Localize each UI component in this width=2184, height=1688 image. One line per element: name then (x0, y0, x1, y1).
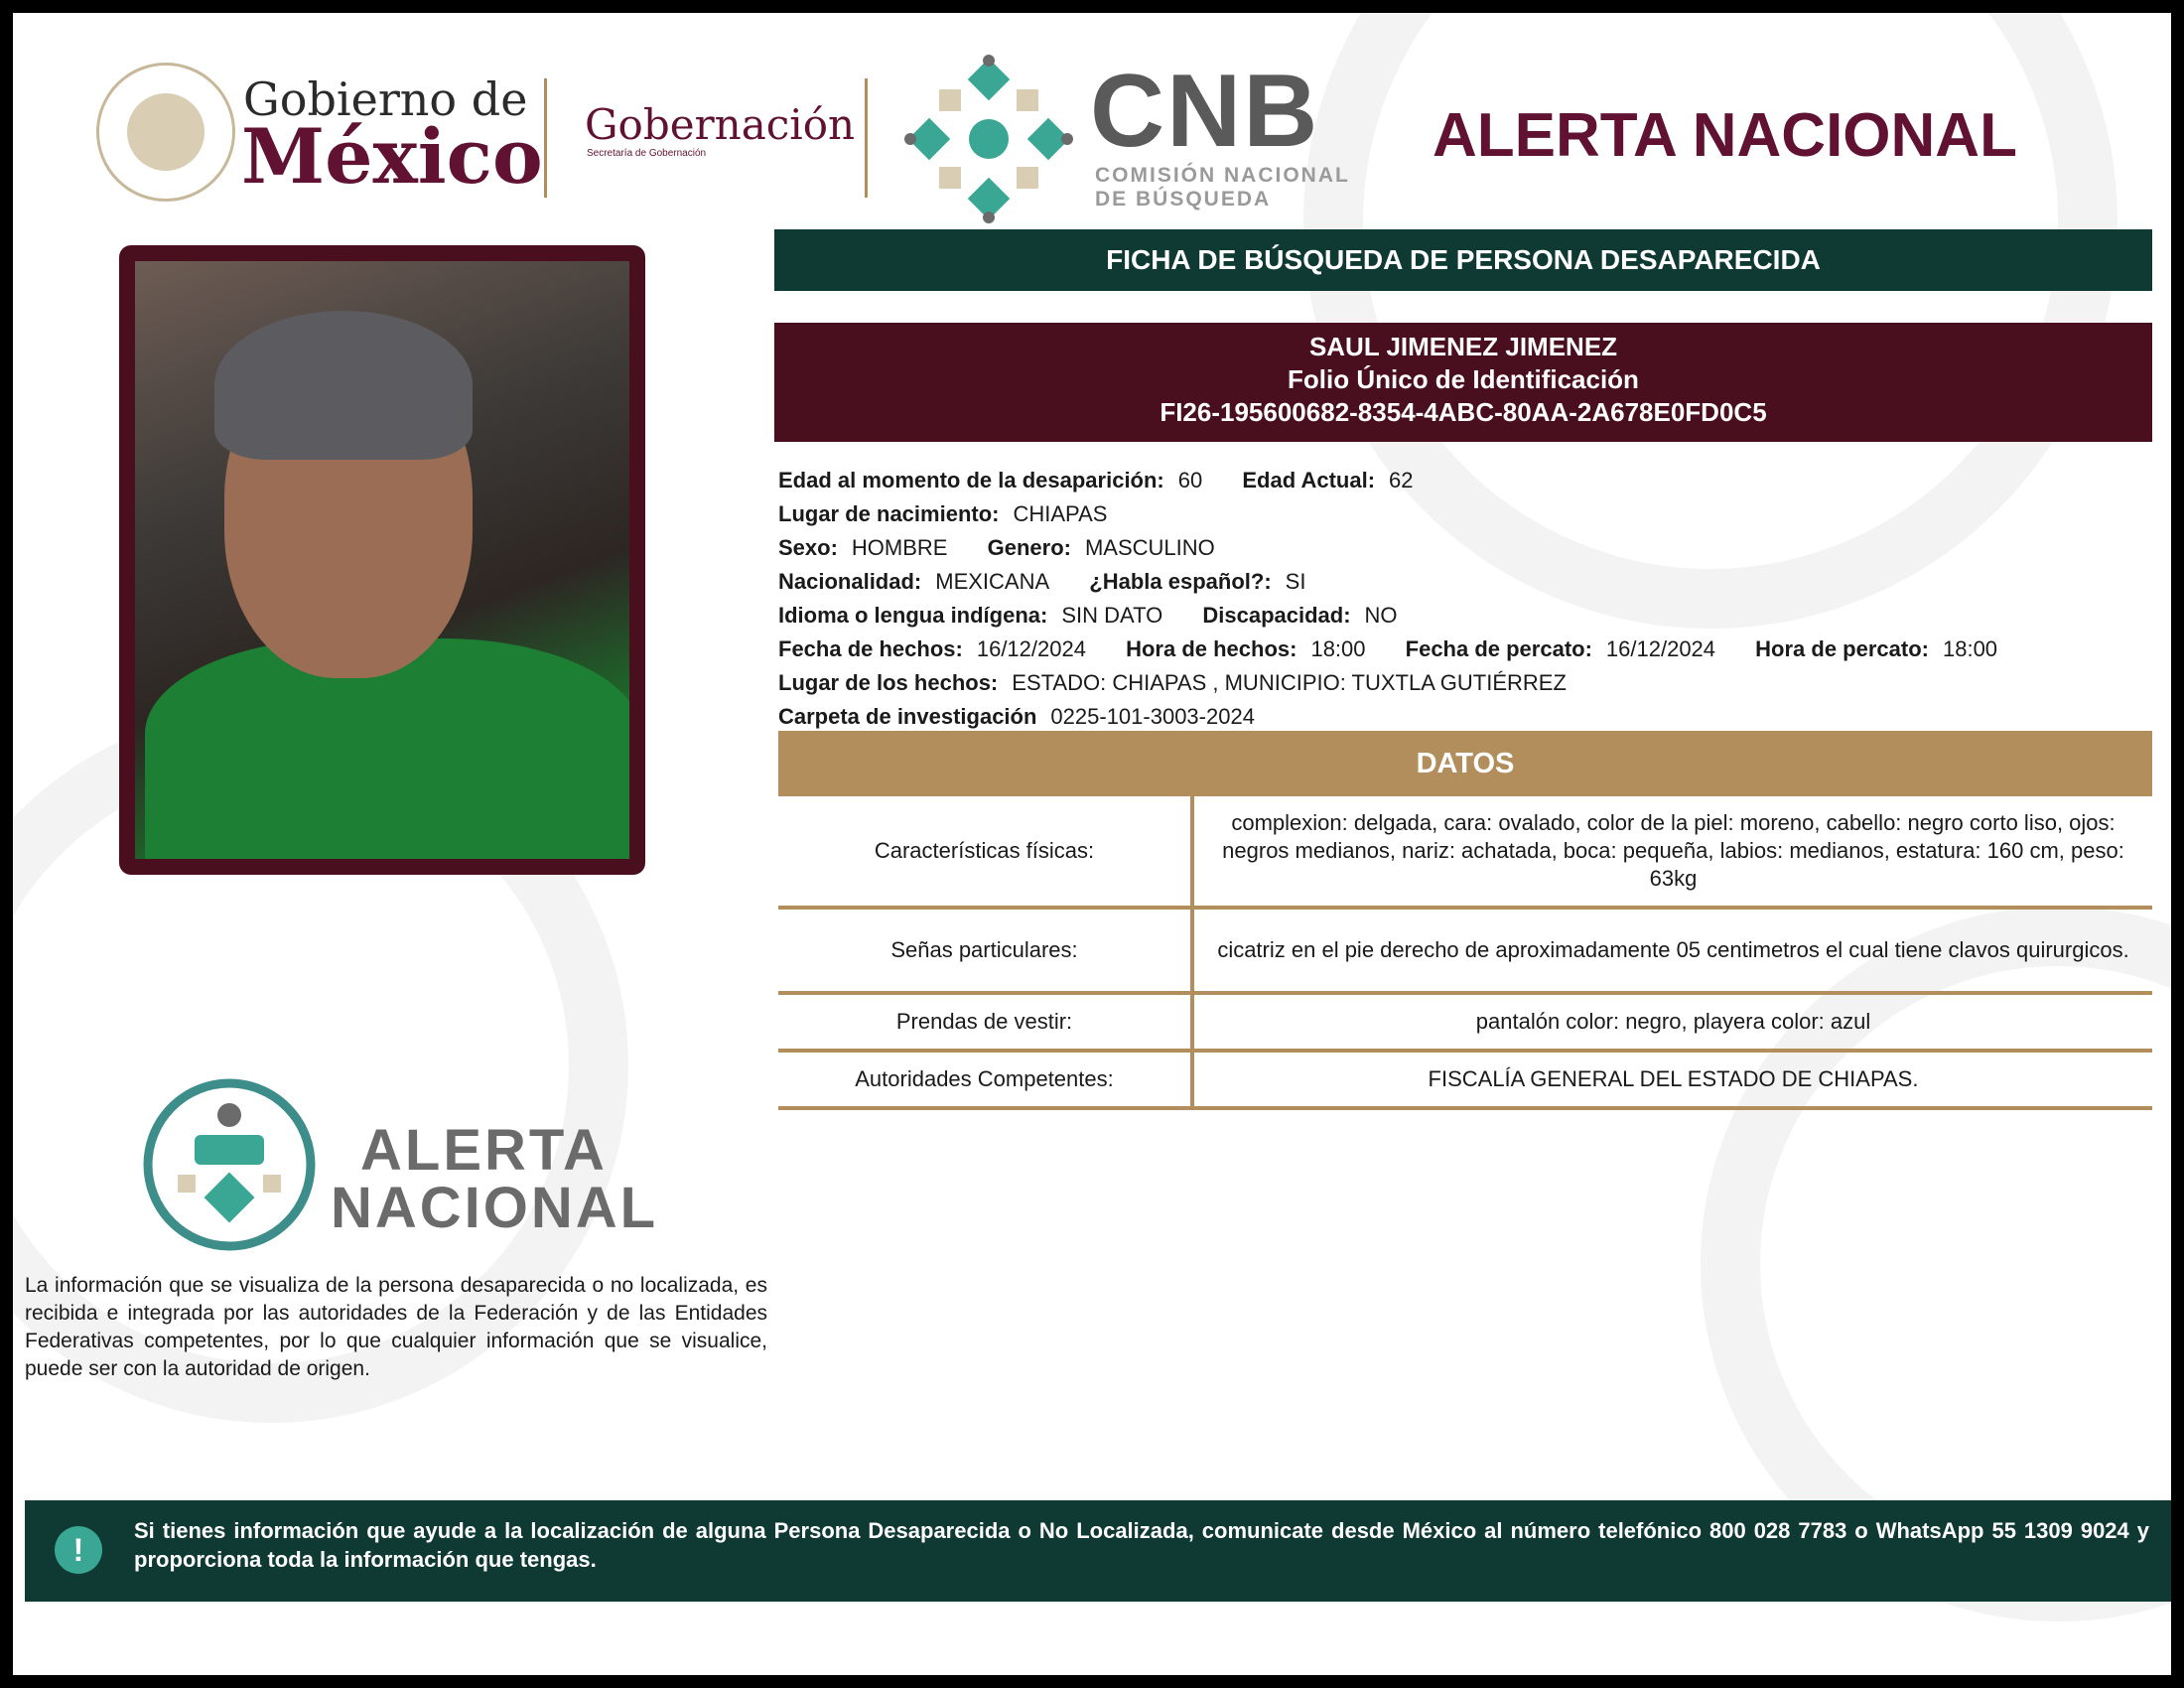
info-row (778, 535, 1249, 561)
cnb-subtitle-1: COMISIÓN NACIONAL (1095, 164, 1350, 187)
info-value: HOMBRE (851, 535, 948, 560)
info-value: 18:00 (1942, 636, 1998, 661)
info-value: 16/12/2024 (976, 636, 1086, 661)
info-value: 16/12/2024 (1605, 636, 1716, 661)
cnb-subtitle-2: DE BÚSQUEDA (1095, 188, 1272, 211)
info-label: Fecha de hechos: (778, 636, 963, 661)
info-value: ESTADO: CHIAPAS , MUNICIPIO: TUXTLA GUTIÉRREZ (1012, 670, 1567, 695)
row-label: Características físicas: (778, 796, 1194, 906)
alerta-logo-line2: NACIONAL (331, 1176, 659, 1240)
disclaimer-text: La información que se visualiza de la persona desaparecida o no localizada, es recibida e integrada por las autoridades de la Federación y de las Entidades Federativas competentes, por lo que cualquier información que se visualice, puede ser con la autoridad de origen. (25, 1274, 767, 1380)
row-label: Señas particulares: (778, 910, 1194, 991)
info-label: Idioma o lengua indígena: (778, 603, 1048, 628)
datos-table (778, 796, 2152, 1110)
alert-title: ALERTA NACIONAL (1433, 101, 2017, 170)
info-label: Lugar de nacimiento: (778, 501, 1000, 526)
header-divider (544, 78, 547, 198)
info-value: 0225-101-3003-2024 (1050, 704, 1255, 729)
mexico-seal-icon (96, 63, 235, 202)
folio-label: Folio Único de Identificación (1288, 364, 1639, 394)
folio-value: FI26-195600682-8354-4ABC-80AA-2A678E0FD0C5 (1160, 397, 1767, 427)
info-label: ¿Habla español?: (1089, 569, 1272, 594)
info-value: SI (1285, 569, 1306, 594)
gobierno-line2: México (241, 112, 543, 201)
person-photo (135, 261, 629, 859)
alerta-nacional-logo-icon (140, 1075, 319, 1254)
row-value: pantalón color: negro, playera color: azul (1475, 1009, 1871, 1034)
row-value: cicatriz en el pie derecho de aproximadamente 05 centimetros el cual tiene clavos quirurgicos. (1217, 937, 2129, 962)
info-row (778, 704, 1289, 730)
ficha-title: FICHA DE BÚSQUEDA DE PERSONA DESAPARECIDA (774, 229, 2152, 291)
gobierno-line1: Gobierno de (243, 72, 528, 126)
row-value: complexion: delgada, cara: ovalado, color de la piel: moreno, cabello: negro corto liso, ojos: negros medianos, nariz: achatada, boca: pequeña, labios: medianos, estatura: 160 cm, peso: 63kg (1222, 810, 2124, 891)
photo-frame (119, 245, 645, 875)
info-row (778, 670, 1600, 696)
table-row (778, 796, 2152, 910)
info-value: MASCULINO (1084, 535, 1215, 560)
info-label: Nacionalidad: (778, 569, 922, 594)
contact-message: Si tienes información que ayude a la localización de alguna Persona Desaparecida o No Localizada, comunicate desde México al número telefónico 800 028 7783 o WhatsApp 55 1309 9024 y proporciona toda la información que tengas. (134, 1518, 2149, 1572)
table-row (778, 1053, 2152, 1110)
cnb-logo-icon (904, 55, 1073, 223)
info-label: Discapacidad: (1202, 603, 1351, 628)
contact-footer (25, 1500, 2171, 1602)
info-label: Lugar de los hechos: (778, 670, 999, 695)
info-label: Sexo: (778, 535, 838, 560)
info-label: Carpeta de investigación (778, 704, 1037, 729)
table-row (778, 910, 2152, 995)
identity-box (774, 323, 2152, 442)
info-value: MEXICANA (935, 569, 1050, 594)
person-name: SAUL JIMENEZ JIMENEZ (1308, 332, 1618, 361)
info-label: Genero: (987, 535, 1071, 560)
info-value: 18:00 (1310, 636, 1366, 661)
alerta-logo-line1: ALERTA (360, 1118, 608, 1183)
info-label: Hora de percato: (1755, 636, 1929, 661)
gobernacion-logo: Gobernación (585, 100, 856, 149)
row-label: Prendas de vestir: (778, 995, 1194, 1049)
alert-sheet (13, 13, 2171, 1675)
info-label: Fecha de percato: (1405, 636, 1592, 661)
gobernacion-subtitle: Secretaría de Gobernación (587, 148, 707, 159)
info-label: Edad al momento de la desaparición: (778, 468, 1164, 492)
info-label: Hora de hechos: (1126, 636, 1297, 661)
info-value: 60 (1177, 468, 1203, 492)
exclamation-icon: ! (55, 1526, 102, 1574)
row-label: Autoridades Competentes: (778, 1053, 1194, 1106)
cnb-wordmark: CNB (1090, 54, 1320, 169)
info-value: CHIAPAS (1013, 501, 1108, 526)
info-value: NO (1364, 603, 1398, 628)
info-value: 62 (1389, 468, 1414, 492)
info-row (778, 603, 1432, 629)
info-row (778, 501, 1141, 527)
info-row (778, 468, 1447, 493)
datos-title: DATOS (778, 731, 2152, 796)
info-row (778, 569, 1339, 595)
info-value: SIN DATO (1061, 603, 1163, 628)
row-value: FISCALÍA GENERAL DEL ESTADO DE CHIAPAS. (1428, 1066, 1919, 1091)
info-row (778, 636, 2031, 662)
table-row (778, 995, 2152, 1053)
header-divider (865, 78, 868, 198)
info-label: Edad Actual: (1242, 468, 1376, 492)
